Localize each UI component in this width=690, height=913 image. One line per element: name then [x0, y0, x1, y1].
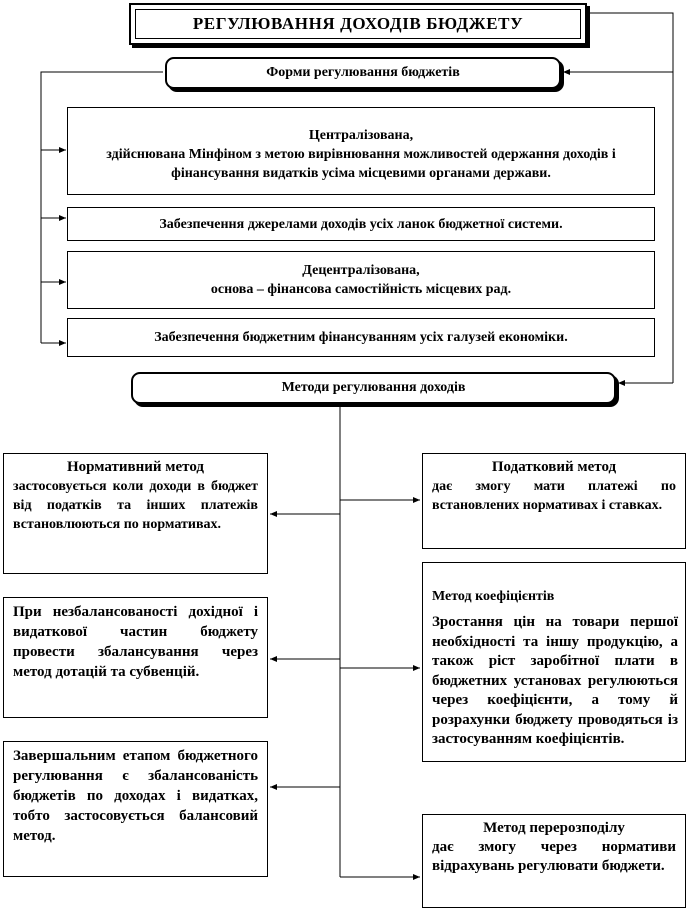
diagram-title-box — [129, 3, 587, 45]
subsidies-method-box — [3, 597, 268, 718]
form-decentralized-desc: основа – фінансова самостійність місцевих рад. — [210, 282, 512, 297]
coefficient-method-body: Зростання цін на товари першої необхідності та іншу продукцію, а також ріст заробітної плати в бюджетних установах регулюються через коефіцієнти, а тому й розрахунки бюджету проводяться із застосуванням коефіцієнтів. — [432, 614, 678, 747]
tax-method-box — [422, 453, 686, 549]
form-centralized-box — [67, 107, 655, 195]
balance-method-text — [13, 746, 258, 846]
redistribution-method-box — [422, 814, 686, 908]
balance-method-box — [3, 741, 268, 877]
methods-header-box — [131, 372, 616, 404]
form-sources-text: Забезпечення джерелами доходів усіх ланок бюджетної системи. — [159, 216, 563, 232]
subsidies-method-body: При незбалансованості дохідної і видаткової частин бюджету провести збалансування через — [13, 604, 258, 660]
forms-header-box — [165, 57, 561, 89]
form-financing-box — [67, 318, 655, 357]
subsidies-method-emphasis: метод дотацій та субвенцій. — [13, 664, 200, 680]
coefficient-method-box — [422, 562, 686, 762]
form-decentralized-box — [67, 251, 655, 309]
tax-method-heading: Податковий метод — [491, 459, 617, 475]
title-inner-frame — [135, 9, 581, 39]
methods-trunk — [270, 405, 420, 877]
balance-method-body: Завершальним етапом бюджетного регулювання є збалансованість бюджетів по доходах і видатках, тобто застосовується — [13, 748, 258, 824]
normative-method-body: застосовується коли доходи в бюджет від податків та інших платежів встановлюються по нормативах. — [13, 479, 258, 532]
forms-header: Форми регулювання бюджетів — [266, 65, 460, 80]
form-sources-box — [67, 207, 655, 241]
form-centralized-title: Централізована, — [308, 127, 414, 143]
methods-header: Методи регулювання доходів — [281, 380, 466, 395]
subsidies-method-text — [13, 602, 258, 682]
diagram-title: РЕГУЛЮВАННЯ ДОХОДІВ БЮДЖЕТУ — [192, 14, 524, 33]
tax-method-body: дає змогу мати платежі по встановлених нормативах і ставках. — [432, 479, 676, 513]
normative-method-box — [3, 453, 268, 574]
form-financing-text: Забезпечення бюджетним фінансуванням усіх галузей економіки. — [154, 330, 568, 345]
coefficient-method-heading: Метод коефіцієнтів — [432, 589, 555, 604]
redistribution-method-body: дає змогу через нормативи відрахувань регулювати бюджети. — [432, 839, 676, 874]
form-decentralized-title: Децентралізована, — [302, 263, 420, 278]
normative-method-heading: Нормативний метод — [67, 459, 204, 475]
balance-method-emphasis: балансовий метод. — [13, 808, 258, 844]
form-centralized-desc: здійснювана Мінфіном з метою вирівнювання можливостей одержання доходів і фінансування видатків усіма місцевими органами держави. — [106, 146, 616, 181]
redistribution-method-heading: Метод перерозподілу — [483, 820, 625, 836]
